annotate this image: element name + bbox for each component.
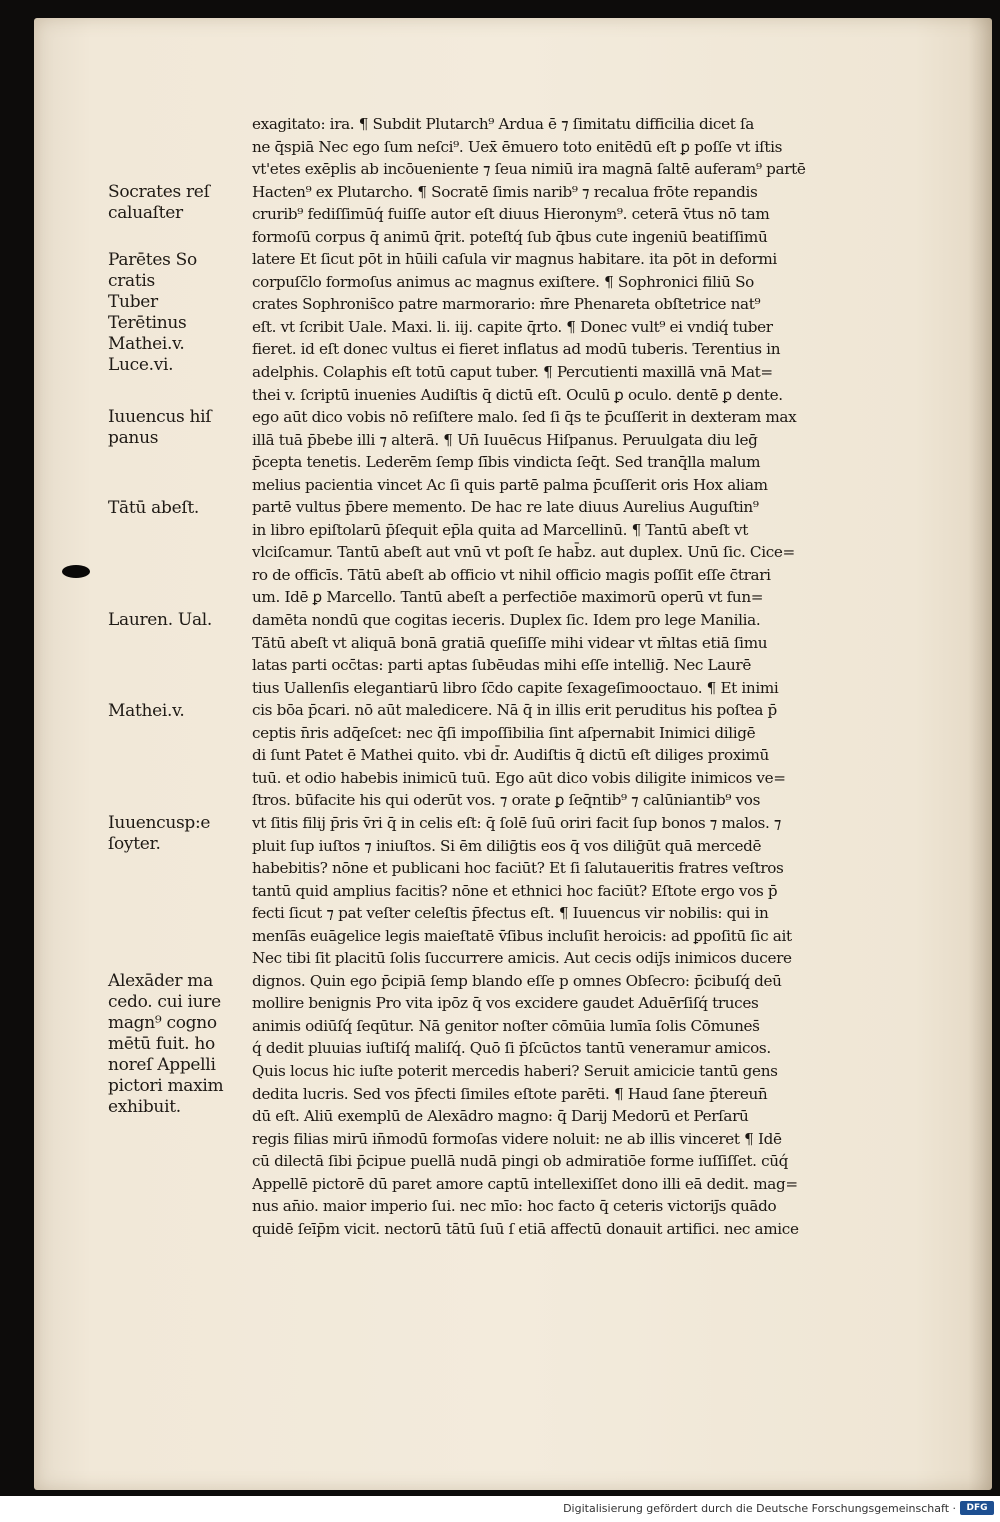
text-line: adelphis. Colaphis eſt totū caput tuber. ¶ Percutienti maxillā vnā Mat= bbox=[252, 363, 773, 382]
digitization-footer bbox=[0, 1496, 1000, 1522]
text-line: ego aūt dico vobis nō reſiſtere malo. ſed ſi q̄s te p̄cuſſerit in dexteram max bbox=[252, 408, 797, 427]
margin-note: Parētes So cratis Tuber Terētinus Mathei.v. Luce.vi. bbox=[108, 249, 197, 375]
text-line: latas parti occ̄tas: parti aptas ſubēudas mihi eſſe intelliḡ. Nec Laurē bbox=[252, 656, 751, 675]
margin-note: Mathei.v. bbox=[108, 700, 185, 721]
text-line: vlciſcamur. Tantū abeſt aut vnū vt poſt ſe hab̄z. aut duplex. Unū ſic. Cice= bbox=[252, 543, 795, 562]
text-line: dū eſt. Aliū exemplū de Alexādro magno: q̄ Darij Medorū et Perſarū bbox=[252, 1107, 749, 1126]
margin-note: Iuuencusp:e ſoyter. bbox=[108, 813, 211, 855]
text-line: melius pacientia vincet Ac ſi quis partē palma p̄cuſſerit oris Hox aliam bbox=[252, 475, 768, 494]
text-line: Nec tibi ſit placitū ſolis ſuccurrere amicis. Aut cecis odij̄s inimicos ducere bbox=[252, 949, 792, 968]
text-line: nus an̄io. maior imperio ſui. nec mīo: hoc facto q̄ ceteris victorij̄s quādo bbox=[252, 1197, 777, 1216]
text-line: tius Uallenſis elegantiarū libro ſc̄do capite ſexageſimooctauo. ¶ Et inimi bbox=[252, 678, 779, 697]
footer-credit-text: Digitalisierung gefördert durch die Deutsche Forschungsgemeinschaft · bbox=[563, 1502, 956, 1515]
text-line: partē vultus p̄bere memento. De hac re late diuus Aurelius Auguſtin⁹ bbox=[252, 498, 759, 517]
text-line: quidē ſeīp̄m vicit. nectorū tātū ſuū ſ etiā affectū donauit artifici. nec amice bbox=[252, 1219, 799, 1238]
margin-notes bbox=[108, 182, 248, 1490]
ink-blot-mark bbox=[62, 565, 90, 578]
text-line: exagitato: ira. ¶ Subdit Plutarch⁹ Ardua ē ⁊ ſimitatu difficilia dicet ſa bbox=[252, 115, 754, 133]
dfg-logo: DFG bbox=[960, 1501, 994, 1515]
text-line: damēta nondū que cogitas ieceris. Duplex ſic. Idem pro lege Manilia. bbox=[252, 611, 761, 630]
text-line: ſtros. būfacite his qui oderūt vos. ⁊ orate ꝑ ſeq̄ntib⁹ ⁊ calūniantib⁹ vos bbox=[252, 791, 761, 810]
text-line: vt'etes exēplis ab incōueniente ⁊ ſeua nimiū ira magnā ſaltē auferam⁹ partē bbox=[252, 160, 806, 179]
text-line: formoſū corpus q̄ animū q̄rit. poteſtq́ ſub q̄bus cute ingeniū beatiſſimū bbox=[252, 227, 768, 246]
text-line: illā tuā p̄bebe illi ⁊ alterā. ¶ Un̄ Iuuēcus Hiſpanus. Peruulgata diu leḡ bbox=[252, 430, 758, 449]
text-line: fecti ſicut ⁊ pat veſter celeſtis p̄fectus eſt. ¶ Iuuencus vir nobilis: qui in bbox=[252, 904, 769, 923]
text-line: Hacten⁹ ex Plutarcho. ¶ Socratē ſimis narib⁹ ⁊ recalua frōte repandis bbox=[252, 182, 758, 201]
margin-note: Lauren. Ual. bbox=[108, 610, 213, 631]
text-line: tantū quid amplius facitis? nōne et ethnici hoc faciūt? Eſtote ergo vos p̄ bbox=[252, 881, 778, 900]
text-line: q́ dedit pluuias iuſtiſq́ maliſq́. Quō ſi p̄ſcūctos tantū veneramur amicos. bbox=[252, 1039, 771, 1058]
margin-note: Alexāder ma cedo. cui iure magn⁹ cogno mētū fuit. ho noreſ Appelli pictori maxim exhibuit. bbox=[108, 971, 224, 1117]
margin-note: Iuuencus hiſ panus bbox=[108, 407, 212, 449]
text-line: dedita lucris. Sed vos p̄fecti ſimiles eſtote parēti. ¶ Haud ſane p̄tereun̄ bbox=[252, 1084, 768, 1103]
margin-note: Socrates reſ caluaſter bbox=[108, 182, 210, 223]
text-line: um. Idē ꝑ Marcello. Tantū abeſt a perfectiōe maximorū operū vt fun= bbox=[252, 588, 764, 607]
text-line: thei v. ſcriptū inuenies Audiſtis q̄ dictū eſt. Oculū ꝑ oculo. dentē ꝑ dente. bbox=[252, 385, 783, 404]
text-line: ceptis n̄ris adq̄eſcet: nec q̄ſi impoſſibilia ſint aſpernabit Inimici diligē bbox=[252, 723, 756, 742]
text-line: crates Sophronis̄co patre marmorario: m̄re Phenareta obſtetrice nat⁹ bbox=[252, 295, 761, 314]
text-line: menſās euāgelice legis maieſtatē v̄ſibus incluſit heroicis: ad ꝑpoſitū ſic ait bbox=[252, 926, 792, 945]
text-line: latere Et ſicut pōt in hūili caſula vir magnus habitare. ita pōt in deformi bbox=[252, 250, 777, 269]
text-line: eſt. vt ſcribit Uale. Maxi. li. iij. capite q̄rto. ¶ Donec vult⁹ ei vndiq́ tuber bbox=[252, 317, 773, 336]
text-line: ro de officīs. Tātū abeſt ab officio vt nihil officio magis poſſit eſſe c̄trari bbox=[252, 565, 771, 584]
text-line: dignos. Quin ego p̄cipiā ſemp blando eſſe p omnes Obſecro: p̄cibuſq́ deū bbox=[252, 971, 782, 990]
page-edge-shadow bbox=[968, 18, 992, 1490]
text-line: Tātū abeſt vt aliquā bonā gratiā queſiſſe mihi videar vt m̄ltas etiā ſimu bbox=[252, 633, 768, 652]
text-line: habebitis? nōne et publicani hoc faciūt? Et ſi ſalutaueritis fratres veſtros bbox=[252, 859, 784, 878]
text-line: Appellē pictorē dū paret amore captū intellexiſſet dono illi eā dedit. mag= bbox=[252, 1174, 798, 1193]
text-line: corpuſc̄lo formoſus animus ac magnus exiſtere. ¶ Sophronici filiū So bbox=[252, 272, 754, 291]
text-line: cis bōa p̄cari. nō aūt maledicere. Nā q̄ in illis erit peruditus his poſtea p̄ bbox=[252, 701, 777, 720]
text-line: cū dilectā ſibi p̄cipue puellā nudā pingi ob admiratiōe forme iuſſiſſet. cūq́ bbox=[252, 1152, 789, 1171]
text-line: animis odiūſq́ ſeqūtur. Nā genitor noſter cōmūia lumīa ſolis Cōmunes̄ bbox=[252, 1016, 760, 1035]
text-line: ne q̄spiā Nec ego ſum neſci⁹. Uex̄ ēmuero toto enitēdū eſt ꝑ poſſe vt iſtis bbox=[252, 137, 783, 156]
text-line: in libro epiſtolarū p̄ſequit ep̄la quita ad Marcellinū. ¶ Tantū abeſt vt bbox=[252, 520, 749, 539]
main-text-block bbox=[252, 113, 942, 1240]
text-line: vt ſitis filij p̄ris v̄ri q̄ in celis eſt: q̄ ſolē ſuū oriri facit ſup bonos ⁊ malos. ⁊ bbox=[252, 813, 782, 832]
text-line: di ſunt Patet ē Mathei quito. vbi d̄r. Audiſtis q̄ dictū eſt diliges proximū bbox=[252, 746, 769, 765]
printed-page bbox=[34, 18, 992, 1490]
margin-note: Tātū abeſt. bbox=[108, 497, 199, 518]
text-line: regis filias mirū in̄modū formoſas videre noluit: ne ab illis vinceret ¶ Idē bbox=[252, 1129, 782, 1148]
text-line: pluit ſup iuſtos ⁊ iniuſtos. Si ēm diliḡtis eos q̄ vos diliḡūt quā mercedē bbox=[252, 836, 762, 855]
text-line: fieret. id eſt donec vultus ei fieret inflatus ad modū tuberis. Terentius in bbox=[252, 340, 781, 359]
text-line: mollire benignis Pro vita ipōz q̄ vos excidere gaudet Aduērſiſq́ truces bbox=[252, 994, 759, 1013]
text-line: p̄cepta tenetis. Lederēm ſemp ſībis vindicta ſeq̄t. Sed tranq̄lla malum bbox=[252, 453, 761, 472]
text-line: Quis locus hic iuſte poterit mercedis haberi? Seruit amicicie tantū gens bbox=[252, 1061, 778, 1080]
text-line: crurib⁹ fediſſimūq́ fuiſſe autor eſt diuus Hieronym⁹. ceterā v̄tus nō tam bbox=[252, 205, 770, 224]
text-line: tuū. et odio habebis inimicū tuū. Ego aūt dico vobis diligite inimicos ve= bbox=[252, 768, 786, 787]
